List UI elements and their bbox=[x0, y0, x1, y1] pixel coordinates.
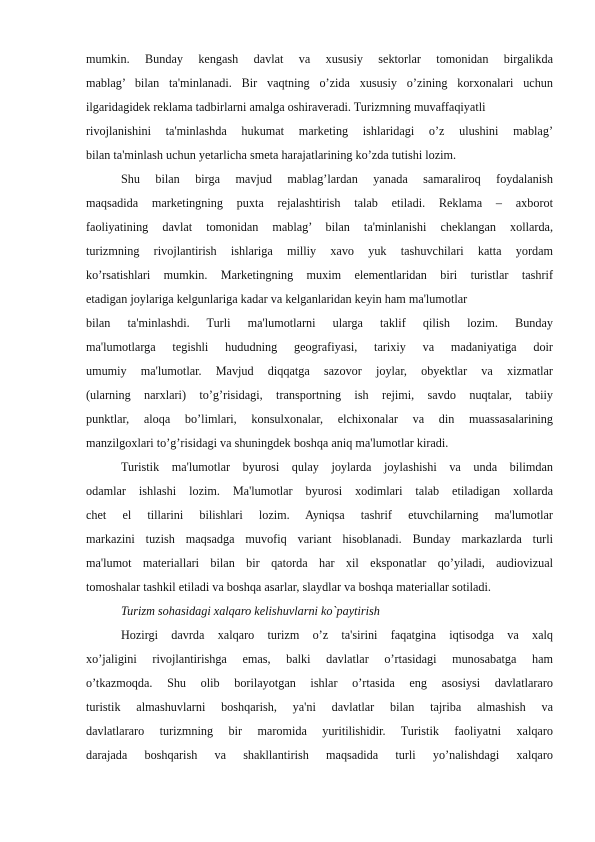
text-line: xo’jaligini rivojlantirishga emas, balki davlatlar o’rtasidagi munosabatga ham bbox=[86, 652, 553, 666]
text-line: rivojlanishini ta'minlashda hukumat marketing ishlaridagi o’z ulushini mablag’ bbox=[86, 124, 553, 138]
text-line: odamlar ishlashi lozim. Ma'lumotlar byurosi xodimlari talab etiladigan xollarda bbox=[86, 484, 553, 498]
text-line: markazini tuzish maqsadga muvofiq variant hisoblanadi. Bunday markazlarda turli bbox=[86, 532, 553, 546]
text-line: (ularning narxlari) to’g’risidagi, transportning ish rejimi, savdo nuqtalar, tabiiy bbox=[86, 388, 553, 402]
text-line: tomoshalar tashkil etiladi va boshqa asarlar, slaydlar va boshqa materiallar sotiladi. bbox=[86, 580, 491, 594]
text-line: chet el tillarini bilishlari lozim. Ayniqsa tashrif etuvchilarning ma'lumotlar bbox=[86, 508, 553, 522]
text-line: maqsadida marketingning puxta rejalashtirish talab etiladi. Reklama – axborot bbox=[86, 196, 553, 210]
text-line: ma'lumotlarga tegishli hududning geografiyasi, tarixiy va madaniyatiga doir bbox=[86, 340, 553, 354]
paragraph-first-line: Hozirgi davrda xalqaro turizm o’z ta'sirini faqatgina iqtisodga va xalq bbox=[121, 628, 553, 642]
text-line: punktlar, aloqa bo’limlari, konsulxonalar, elchixonalar va din muassasalarining bbox=[86, 412, 553, 426]
paragraph-first-line: Turistik ma'lumotlar byurosi qulay joylarda joylashishi va unda bilimdan bbox=[121, 460, 553, 474]
text-line: mablag’ bilan ta'minlanadi. Bir vaqtning o’zida xususiy o’zining korxonalari uchun bbox=[86, 76, 553, 90]
text-line: davlatlararo turizmning bir maromida yuritilishidir. Turistik faoliyatni xalqaro bbox=[86, 724, 553, 738]
text-line: manzilgoxlari to’g’risidagi va shuningdek boshqa aniq ma'lumotlar kiradi. bbox=[86, 436, 449, 450]
text-line: o’tkazmoqda. Shu olib borilayotgan ishlar o’rtasida eng asosiysi davlatlararo bbox=[86, 676, 553, 690]
text-line: etadigan joylariga kelgunlariga kadar va kelganlaridan keyin ham ma'lumotlar bbox=[86, 292, 468, 306]
text-line: turistik almashuvlarni boshqarish, ya'ni davlatlar bilan tajriba almashish va bbox=[86, 700, 553, 714]
text-line: ko’rsatishlari mumkin. Marketingning muxim elementlaridan biri turistlar tashrif bbox=[86, 268, 553, 282]
paragraph-first-line: Shu bilan birga mavjud mablag’lardan yanada samaraliroq foydalanish bbox=[121, 172, 553, 186]
text-line: bilan ta'minlashdi. Turli ma'lumotlarni ularga taklif qilish lozim. Bunday bbox=[86, 316, 553, 330]
text-line: bilan ta'minlash uchun yetarlicha smeta harajatlarining ko’zda tutishi lozim. bbox=[86, 148, 457, 162]
text-line: darajada boshqarish va shakllantirish maqsadida turli yo’nalishdagi xalqaro bbox=[86, 748, 553, 762]
text-line: ilgaridagidek reklama tadbirlarni amalga oshiraveradi. Turizmning muvaffaqiyatli bbox=[86, 100, 486, 114]
text-line: turizmning rivojlantirish ishlariga milliy xavo yuk tashuvchilari katta yordam bbox=[86, 244, 553, 258]
text-line: mumkin. Bunday kengash davlat va xususiy sektorlar tomonidan birgalikda bbox=[86, 52, 553, 66]
text-line: ma'lumot materiallari bilan bir qatorda har xil eksponatlar qo’yiladi, audiovizual bbox=[86, 556, 553, 570]
text-line: umumiy ma'lumotlar. Mavjud diqqatga sazovor joylar, obyektlar va xizmatlar bbox=[86, 364, 553, 378]
section-heading: Turizm sohasidagi xalqaro kelishuvlarni ko`paytirish bbox=[121, 604, 380, 618]
text-line: faoliyatining davlat tomonidan mablag’ bilan ta'minlanishi cheklangan xollarda, bbox=[86, 220, 553, 234]
